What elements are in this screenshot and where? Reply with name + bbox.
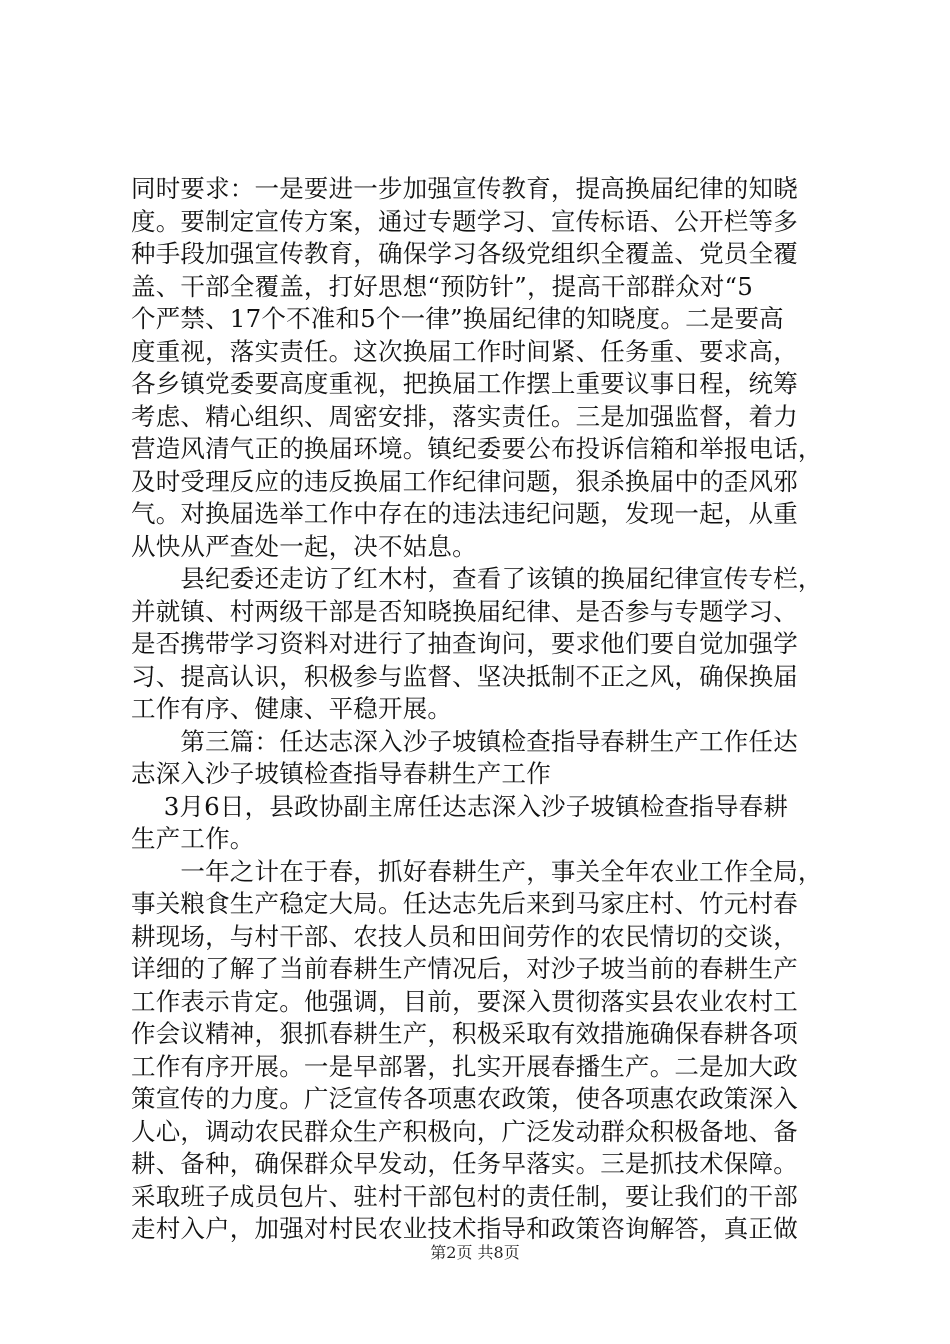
body-text-line: 详细的了解了当前春耕生产情况后，对沙子坡当前的春耕生产 <box>131 954 798 983</box>
body-text-line: 及时受理反应的违反换届工作纪律问题，狠杀换届中的歪风邪 <box>131 466 798 496</box>
body-text-line: 县纪委还走访了红木村，查看了该镇的换届纪律宣传专栏， <box>131 564 823 593</box>
body-text-line: 事关粮食生产稳定大局。任达志先后来到马家庄村、竹元村春 <box>131 889 798 918</box>
body-text-line: 第三篇：任达志深入沙子坡镇检查指导春耕生产工作任达 <box>131 726 798 756</box>
body-text-line: 习、提高认识，积极参与监督、坚决抵制不正之风，确保换届 <box>131 661 798 691</box>
body-text-line: 营造风清气正的换届环境。镇纪委要公布投诉信箱和举报电话， <box>131 434 823 463</box>
body-text-line: 个严禁、17个不准和5个一律”换届纪律的知晓度。二是要高 <box>131 304 784 333</box>
body-text-line: 策宣传的力度。广泛宣传各项惠农政策，使各项惠农政策深入 <box>131 1084 798 1113</box>
body-text-line: 采取班子成员包片、驻村干部包村的责任制，要让我们的干部 <box>131 1181 798 1211</box>
body-text-line: 耕现场，与村干部、农技人员和田间劳作的农民情切的交谈， <box>131 921 798 951</box>
body-text-line: 度。要制定宣传方案，通过专题学习、宣传标语、公开栏等多 <box>131 206 798 236</box>
body-text-line: 人心，调动农民群众生产积极向，广泛发动群众积极备地、备 <box>131 1116 798 1146</box>
body-text-line: 从快从严查处一起，决不姑息。 <box>131 531 477 561</box>
body-text-line: 工作有序、健康、平稳开展。 <box>131 694 453 723</box>
body-text-line: 同时要求：一是要进一步加强宣传教育，提高换届纪律的知晓 <box>131 174 798 203</box>
document-body <box>131 173 831 1246</box>
body-text-line: 度重视，落实责任。这次换届工作时间紧、任务重、要求高， <box>131 336 798 366</box>
body-text-line: 盖、干部全覆盖，打好思想“预防针”，提高干部群众对“5 <box>131 271 754 301</box>
body-text-line: 走村入户，加强对村民农业技术指导和政策咨询解答，真正做 <box>131 1214 798 1243</box>
body-text-line: 作会议精神，狠抓春耕生产，积极采取有效措施确保春耕各项 <box>131 1019 798 1048</box>
body-text-line: 工作有序开展。一是早部署，扎实开展春播生产。二是加大政 <box>131 1051 798 1081</box>
page-footer: 第2页 共8页 <box>430 1243 520 1262</box>
body-text-line: 耕、备种，确保群众早发动，任务早落实。三是抓技术保障。 <box>131 1149 798 1178</box>
body-text-line: 考虑、精心组织、周密安排，落实责任。三是加强监督，着力 <box>131 401 798 431</box>
body-text-line: 并就镇、村两级干部是否知晓换届纪律、是否参与专题学习、 <box>131 596 798 626</box>
body-text-line: 气。对换届选举工作中存在的违法违纪问题，发现一起，从重 <box>131 499 798 528</box>
body-text-line: 生产工作。 <box>131 824 255 853</box>
body-text-line: 各乡镇党委要高度重视，把换届工作摆上重要议事日程，统筹 <box>131 369 798 398</box>
body-text-line: 是否携带学习资料对进行了抽查询问，要求他们要自觉加强学 <box>131 629 798 658</box>
body-text-line: 种手段加强宣传教育，确保学习各级党组织全覆盖、党员全覆 <box>131 239 798 268</box>
body-text-line: 志深入沙子坡镇检查指导春耕生产工作 <box>131 759 551 788</box>
body-text-line: 3月6日，县政协副主席任达志深入沙子坡镇检查指导春耕 <box>131 791 789 821</box>
body-text-line: 一年之计在于春，抓好春耕生产，事关全年农业工作全局， <box>131 856 823 886</box>
body-text-line: 工作表示肯定。他强调，目前，要深入贯彻落实县农业农村工 <box>131 986 798 1016</box>
